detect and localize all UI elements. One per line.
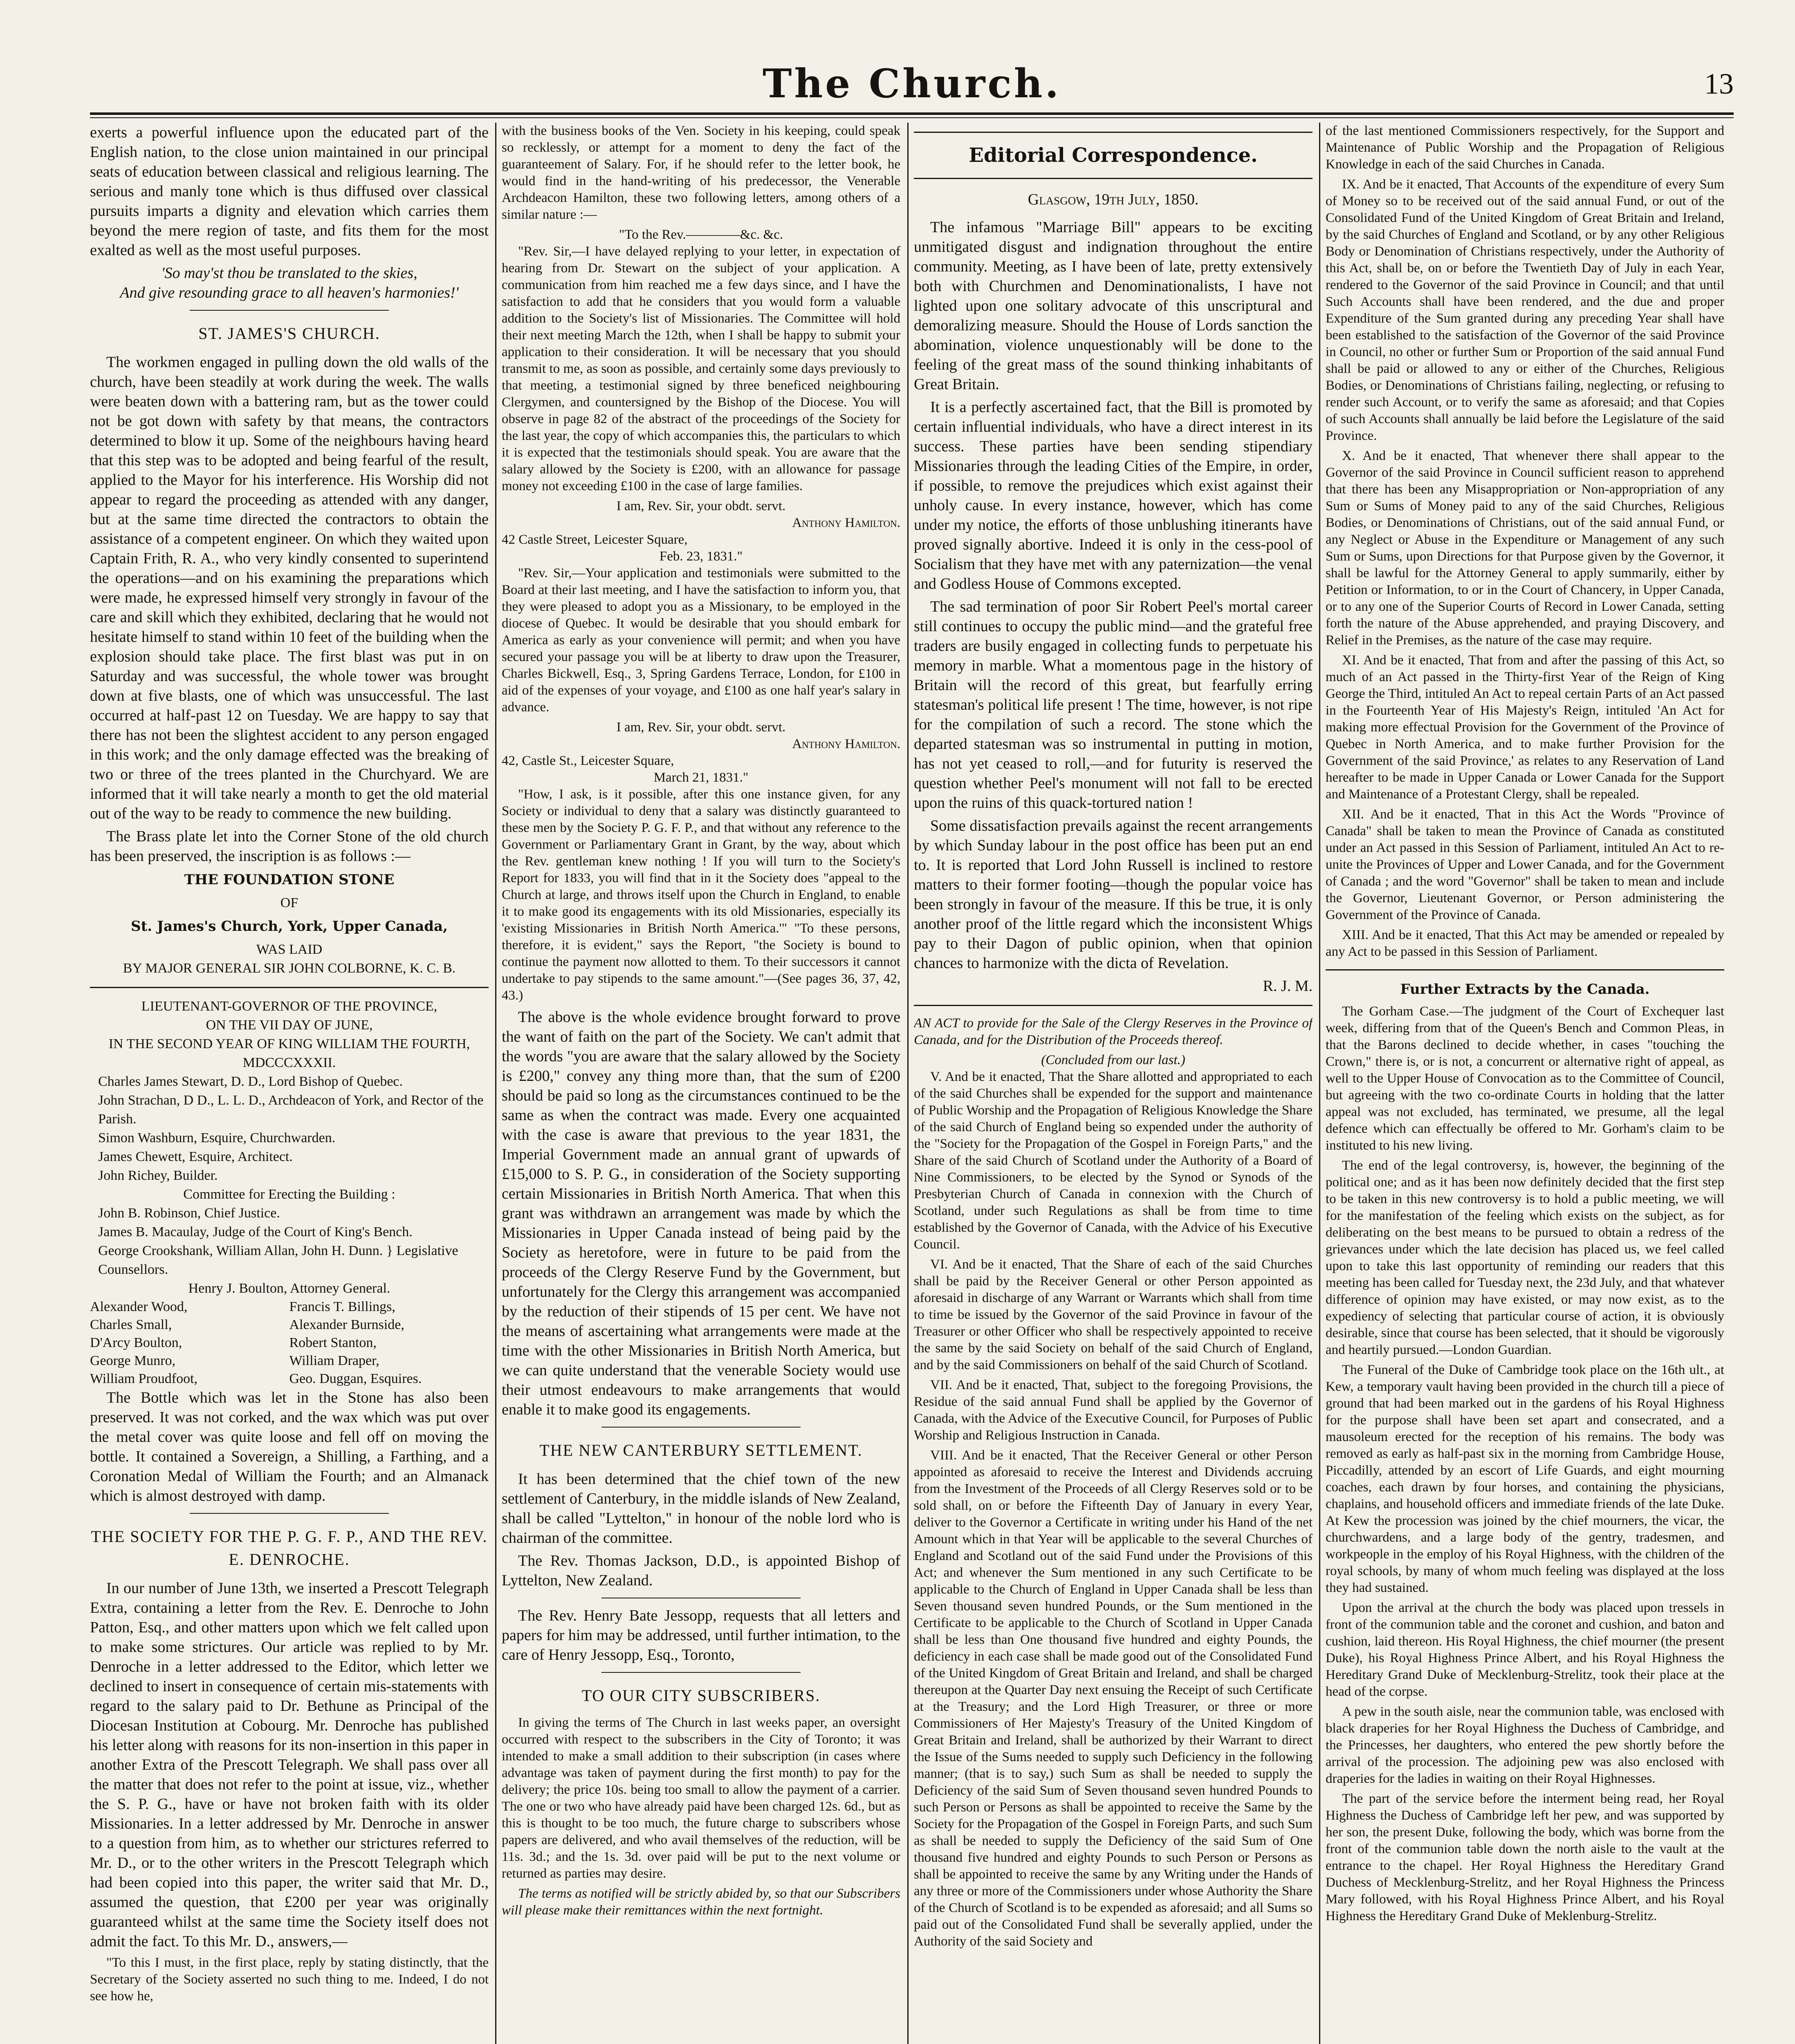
column-rule xyxy=(907,123,909,2044)
inscription-name: James B. Macaulay, Judge of the Court of King's Bench. xyxy=(98,1224,413,1239)
act-section: VII. And be it enacted, That, subject to the foregoing Provisions, the Residue of the said annual Fund shall be applied by the Governor of Canada, with the Advice of the Executive Council, for Purposes of Public Worship and Religious Instruction in Canada. xyxy=(914,1378,1313,1443)
article-paragraph: The workmen engaged in pulling down the old walls of the church, have been steadily at work during the week. The walls were beaten down with a battering ram, but as the tower could not be got down with safety by that means, the contractors determined to blow it up. Some of the neighbours having heard that this step was to be adopted and being fearful of the result, applied to the Mayor for his interference. His Worship did not appear to regard the proceeding as attended with any danger, but at the same time directed the contractors to obtain the assistance of a competent engineer. On which they waited upon Captain Frith, R. A., who very kindly consented to superintend the operations—and on his examining the preparations which were made, he expressed himself very strongly in favour of the care and skill which they exhibited, declaring that he would not hesitate himself to stand within 10 feet of the building when the explosion should take place. The first blast was put in on Saturday and was successful, the whole tower was brought down at five blasts, one of which was unsuccessful. The last occurred at half-past 12 on Tuesday. We are happy to say that there has not been the slightest accident to any person engaged in this work; and the only damage effected was the breaking of two or three of the trees planted in the Churchyard. We are informed that it will take nearly a month to get the old material out of the way to be ready to commence the new building. xyxy=(90,354,489,822)
inscription-line: BY MAJOR GENERAL SIR JOHN COLBORNE, K. C. B. xyxy=(123,961,456,976)
column-2 xyxy=(502,123,900,2044)
inscription-name: John Richey, Builder. xyxy=(98,1168,218,1183)
committee-name: William Draper, xyxy=(289,1353,379,1368)
letter-body: "Rev. Sir,—Your application and testimonials were submitted to the Board at their last meeting, and I have the satisfaction to inform you, that they were pleased to adopt you as a Missionary, to be employed in the diocese of Quebec. It would be desirable that you should embark for America as early as your convenience will permit; and when you have secured your passage you will be at liberty to draw upon the Treasurer, Charles Bickwell, Esq., 3, Spring Gardens Terrace, London, for £100 in aid of the expenses of your voyage, and £100 as one half year's salary in advance. xyxy=(502,566,900,715)
act-section: X. And be it enacted, That whenever there shall appear to the Governor of the said Province in Council sufficient reason to apprehend that there has been any Misappropriation or Non-appropriation of any Sum or Sums of Money paid to any of the said Churches, Religious Bodies, or Denominations of Christians, out of the said annual Fund, or any Neglect or Abuse in the Expenditure or Management of any such Sum or Sums, upon Directions for that Purpose given by the Governor, it shall be lawful for the Attorney General to apply summarily, either by Petition or Information, to or in the Court of Chancery, in Upper Canada, or to any one of the Superior Courts of Record in Lower Canada, setting forth the nature of the Abuse apprehended, and praying Discovery, and Relief in the Premises, as the nature of the case may require. xyxy=(1326,448,1724,648)
letter-body: "Rev. Sir,—I have delayed replying to your letter, in expectation of hearing from Dr. Stewart on the subject of your application. A communication from him reached me a few days since, and I have the satisfaction to add that he considers that you would form a valuable addition to the Society's list of Missionaries. The Committee will hold their next meeting March the 12th, when I shall be happy to submit your application to their consideration. It will be necessary that you should transmit to me, as soon as possible, and certainly some days previously to that meeting, a testimonial signed by three beneficed neighbouring Clergymen, and countersigned by the Bishop of the Diocese. You will observe in page 82 of the abstract of the proceedings of the Society for the last year, the copy of which accompanies this, the particulars to which it is expected that the testimonials should speak. You are aware that the salary allowed by the Society is £200, with an allowance for passage money not exceeding £100 in the case of large families. xyxy=(502,244,900,493)
newspaper-title: The Church. xyxy=(763,61,1061,107)
inscription-church: St. James's Church, York, Upper Canada, xyxy=(131,918,448,935)
committee-name: Robert Stanton, xyxy=(289,1335,377,1350)
act-section: V. And be it enacted, That the Share allotted and appropriated to each of the said Churches shall be expended for the support and maintenance of Public Worship and the Propagation of Religious Knowledge the Share of the said Church of England being so expended under the authority of the "Society for the Propagation of the Gospel in Foreign Parts," and the Share of the said Church of Scotland under the Authority of a Board of Nine Commissioners, to be elected by the Synod or Synods of the Presbyterian Church of Canada in connexion with the Church of Scotland, under such Regulations as shall be from time to time established by the Governor of Canada, with the Advice of his Executive Council. xyxy=(914,1069,1313,1252)
committee-name: Geo. Duggan, Esquires. xyxy=(289,1371,422,1386)
letter-date: March 21, 1831." xyxy=(653,770,749,785)
article-paragraph: The Funeral of the Duke of Cambridge took place on the 16th ult., at Kew, a temporary vault having been provided in the church till a piece of ground that had been marked out in the gardens of his Royal Highness for the purpose shall have been set apart and consecrated, and a mausoleum erected for the reception of his remains. The body was removed as early as half-past six in the morning from Cambridge House, Piccadilly, attended by an escort of Life Guards, and eight mourning coaches, each drawn by four horses, and containing the physicians, chaplains, and household officers and immediate friends of the late Duke. At Kew the procession was joined by the chief mourners, the vicar, the churchwardens, and a large body of the gentry, tradesmen, and workpeople in the employ of his Royal Highness, with the children of the royal schools, by many of whom much feeling was displayed at the loss they had sustained. xyxy=(1326,1363,1724,1595)
committee-name: Charles Small, xyxy=(90,1317,172,1332)
letter-closing: I am, Rev. Sir, your obdt. servt. xyxy=(616,720,786,735)
section-heading: TO OUR CITY SUBSCRIBERS. xyxy=(581,1686,821,1705)
inscription-name: Henry J. Boulton, Attorney General. xyxy=(188,1281,390,1296)
committee-names xyxy=(90,1298,489,1388)
committee-name: D'Arcy Boulton, xyxy=(90,1335,182,1350)
inscription-line: ON THE VII DAY OF JUNE, xyxy=(206,1018,373,1033)
article-paragraph: It is a perfectly ascertained fact, that the Bill is promoted by certain influential individuals, who have a direct interest in its success. These parties have been sending stipendiary Missionaries through the leading Cities of the Empire, in order, if possible, to remove the prejudices which exist against their unholy cause. In every instance, however, which has come under my notice, the efforts of those unblushing itinerants have proved signally abortive. Indeed it is only in the cess-pool of Socialism that they have met with any paternization—the venal and Godless House of Commons excepted. xyxy=(914,399,1313,592)
section-rule xyxy=(914,132,1313,133)
inscription-line: LIEUTENANT-GOVERNOR OF THE PROVINCE, xyxy=(141,999,438,1014)
act-section: XIII. And be it enacted, That this Act may be amended or repealed by any Act to be passed in this Session of Parliament. xyxy=(1326,928,1724,959)
article-paragraph: It has been determined that the chief town of the new settlement of Canterbury, in the middle islands of New Zealand, shall be called "Lyttelton," in honour of the noble lord who is chairman of the committee. xyxy=(502,1470,900,1546)
act-section: IX. And be it enacted, That Accounts of the expenditure of every Sum of Money so to be received out of the said annual Fund, or out of the Consolidated Fund of the United Kingdom of Great Britain and Ireland, by the said Churches of England and Scotland, or by any other Religious Body or Denomination of Christians respectively, under the Authority of this Act, shall be, on or before the Twentieth Day of July in each Year, rendered to the Governor of the said Province in Council; and that until Such Accounts shall have been rendered, and the due and proper Expenditure of the Sum granted during any preceding Year shall have been established to the satisfaction of the Governor of the said Province in Council, no other or further Sum or Proportion of the said annual Fund shall be paid or allowed to any or either of the Churches, Religious Bodies, or Denominations of Christians failing, neglecting, or refusing to render such Account, or to verify the same as aforesaid; and that Copies of such Accounts shall annually be laid before the Legislature of the said Province. xyxy=(1326,177,1724,443)
letter-date: Feb. 23, 1831." xyxy=(659,549,743,564)
column-1 xyxy=(90,123,489,2044)
section-divider xyxy=(601,1427,801,1428)
verse-line: 'So may'st thou be translated to the skies, xyxy=(161,264,417,282)
inscription-name: Charles James Stewart, D. D., Lord Bishop of Quebec. xyxy=(98,1074,403,1089)
article-signature: R. J. M. xyxy=(1263,977,1313,995)
inscription-line: MDCCCXXXII. xyxy=(242,1055,336,1070)
inscription-name: George Crookshank, William Allan, John H. Dunn. } Legislative Counsellors. xyxy=(98,1243,458,1277)
act-section: of the last mentioned Commissioners respectively, for the Support and Maintenance of Public Worship and the Propagation of Religious Knowledge in each of the said Churches in Canada. xyxy=(1326,123,1724,172)
committee-name: Alexander Wood, xyxy=(90,1299,188,1314)
article-paragraph: The end of the legal controversy, is, however, the beginning of the political one; and as it has been now definitely decided that the first step to be taken in this new controversy is to hold a public meeting, we will for the manifestation of the feeling which exists on the subject, as for deliberating on the best means to be pursued to obtain a redress of the grievances under which the late decision has placed us, we feel called upon to take this last opportunity of reminding our readers that this meeting has been called for Tuesday next, the 23d July, and that whatever difference of opinion may have existed, or may now exist, as to the expediency of selecting that particular course of action, it is obviously desirable, since that course has been selected, that it should be vigorously and heartily pursued.—London Guardian. xyxy=(1326,1158,1724,1357)
inscription-line: Committee for Erecting the Building : xyxy=(183,1187,395,1202)
column-3 xyxy=(914,123,1313,2044)
inscription-name: James Chewett, Esquire, Architect. xyxy=(98,1149,293,1164)
section-rule xyxy=(914,1005,1313,1006)
article-paragraph: The part of the service before the interment being read, her Royal Highness the Duchess of Cambridge left her pew, and was supported by her son, the present Duke, following the body, which was borne from the front of the communion table down the north aisle to the vault at the entrance to the chapel. Her Royal Highness the Hereditary Grand Duchess of Mecklenburg-Strelitz, and her Royal Highness the Princess Mary followed, with his Royal Highness Prince Albert, and his Royal Highness the Hereditary Grand Duke of Meklenburg-Strelitz. xyxy=(1326,1791,1724,1923)
masthead-rule-thin xyxy=(90,117,1734,118)
inscription-heading: THE FOUNDATION STONE xyxy=(184,872,395,888)
section-divider xyxy=(190,310,389,311)
inscription-line: WAS LAID xyxy=(256,942,323,957)
article-paragraph: The above is the whole evidence brought forward to prove the want of faith on the part of the Society. We can't admit that the words "you are aware that the salary allowed by the Society is £200," convey any thing more than, that the sum of £200 should be paid so long as the circumstances continued to be the same as when the contract was made. Every one acquainted with the case is aware that previous to the year 1831, the Imperial Government made an annual grant of upwards of £15,000 to S. P. G., in consideration of the Society supporting certain Missionaries in British North America. That when this grant was withdrawn an arrangement was made by which the Missionaries in Upper Canada instead of being paid by the Society as heretofore, were in future to be paid from the proceeds of the Clergy Reserve Fund by the Government, but unfortunately for the Clergy this arrangement was accompanied by the reduction of their stipends of 15 per cent. We have not the means of ascertaining what arrangements were made at the time with the other Missionaries in British North America, but we can quite understand that the venerable Society would use their utmost endeavours to make arrangements that would enable it to make good its engagements. xyxy=(502,1009,900,1418)
article-paragraph: In our number of June 13th, we inserted a Prescott Telegraph Extra, containing a letter from the Rev. E. Denroche to John Patton, Esq., and other matters upon which we felt called upon to make some strictures. Our article was replied to by Mr. Denroche in a letter addressed to the Editor, which letter we declined to insert in consequence of certain mis-statements with regard to the salary paid to Dr. Bethune as Principal of the Diocesan Institution at Cobourg. Mr. Denroche has published his letter along with reasons for its non-insertion in this paper in another Extra of the Prescott Telegraph. We shall pass over all the matter that does not refer to the point at issue, viz., whether the S. P. G., have or have not broken faith with its older Missionaries. In a letter addressed by Mr. Denroche in answer to a question from him, as to whether our strictures referred to Mr. D., or to the other writers in the Prescott Telegraph which had been copied into this paper, the writer said that Mr. D., assumed the question, that £200 per year was originally guaranteed whilst at the same time the Society itself does not admit the fact. To this Mr. D., answers,— xyxy=(90,1580,489,1950)
section-heading: THE NEW CANTERBURY SETTLEMENT. xyxy=(539,1441,863,1459)
committee-name: George Munro, xyxy=(90,1353,175,1368)
section-divider xyxy=(601,1672,801,1673)
committee-name: Alexander Burnside, xyxy=(289,1317,404,1332)
act-title: AN ACT to provide for the Sale of the Clergy Reserves in the Province of Canada, and for the Distribution of the Proceeds thereof. xyxy=(914,1016,1313,1047)
section-rule xyxy=(914,178,1313,179)
letter-closing: I am, Rev. Sir, your obdt. servt. xyxy=(616,499,786,513)
committee-name: Francis T. Billings, xyxy=(289,1299,395,1314)
inscription-line: IN THE SECOND YEAR OF KING WILLIAM THE FOURTH, xyxy=(108,1036,470,1051)
article-continuation: exerts a powerful influence upon the educated part of the English nation, to the close union maintained in our principal seats of education between classical and religious learning. The serious and manly tone which is thus diffused over classical pursuits imparts a dignity and elevation which carries them beyond the mere region of taste, and fits them for the most exalted as well as the most useful purposes. xyxy=(90,124,489,259)
section-heading: Editorial Correspondence. xyxy=(969,144,1258,167)
letter-salutation: "To the Rev.————&c. &c. xyxy=(619,227,783,242)
section-heading: ST. JAMES'S CHURCH. xyxy=(198,324,380,343)
letter-address: 42 Castle Street, Leicester Square, xyxy=(502,532,688,547)
article-paragraph: The Rev. Thomas Jackson, D.D., is appointed Bishop of Lyttelton, New Zealand. xyxy=(502,1552,900,1589)
article-paragraph: Some dissatisfaction prevails against the recent arrangements by which Sunday labour in the post office has been put an end to. It is reported that Lord John Russell is inclined to restore matters to their former footing—though the popular voice has been strongly in favour of the measure. If this be true, it is only another proof of the little regard which the inconsistent Whigs pay to their Dagon of public opinion, when that opinion chances to harmonize with the dicta of Revelation. xyxy=(914,817,1313,972)
article-paragraph: A pew in the south aisle, near the communion table, was enclosed with black draperies for her Royal Highness the Duchess of Cambridge, and the Princesses, her daughters, who entered the pew shortly before the arrival of the procession. The adjoining pew was also enclosed with draperies for the ladies in waiting on their Royal Highnesses. xyxy=(1326,1704,1724,1786)
article-paragraph: The sad termination of poor Sir Robert Peel's mortal career still continues to occupy the public mind—and the grateful free traders are busily engaged in collecting funds to perpetuate his memory in marble. What a momentous page in the history of Britain will the record of this great, but fearfully erring statesman's political life present ! The time, however, is not ripe for the compilation of such a record. The stone which the departed statesman was so instrumental in putting in motion, has not yet ceased to roll,—and for futurity is reserved the question whether Peel's monument will not fall to be erected upon the ruins of this quack-tortured nation ! xyxy=(914,598,1313,811)
masthead xyxy=(90,61,1734,106)
page-number: 13 xyxy=(1704,67,1734,100)
letter-address: 42, Castle St., Leicester Square, xyxy=(502,753,674,768)
section-heading: Further Extracts by the Canada. xyxy=(1400,981,1650,997)
committee-name: William Proudfoot, xyxy=(90,1371,198,1386)
quoted-paragraph: with the business books of the Ven. Society in his keeping, could speak so recklessly, or attempt for a moment to deny the fact of the guaranteement of Salary. For, if he should refer to the letter book, he would find in the hand-writing of his predecessor, the Venerable Archdeacon Hamilton, these two following letters, among others of a similar nature :— xyxy=(502,123,900,222)
letter-signature: Anthony Hamilton. xyxy=(792,737,900,751)
act-section: VIII. And be it enacted, That the Receiver General or other Person appointed as aforesaid to receive the Interest and Dividends accruing from the Investment of the Proceeds of all Clergy Reserves sold or to be sold shall, on or before the Fifteenth Day of January in every Year, deliver to the Governor a Certificate in writing under his Hand of the net Amount which in that Year will be applicable to the several Churches of England and Scotland out of the said Fund under the Provisions of this Act; and whenever the Sum mentioned in any such Certificate to be applicable to the Church of England in Upper Canada shall be less than Seven thousand seven hundred Pounds, or the Sum mentioned in the Certificate to be applicable to the Church of Scotland in Upper Canada shall be less than One thousand five hundred and eighty Pounds, the deficiency in each case shall be made good out of the Consolidated Fund of the United Kingdom of Great Britain and Ireland, and shall be charged thereupon at the Quarter Day next ensuing the Receipt of such Certificate at the Treasury; and the Lord High Treasurer, or three or more Commissioners of Her Majesty's Treasury of the United Kingdom of Great Britain and Ireland, shall be authorized by their Warrant to direct the Issue of the Sums needed to supply such Deficiency in the following manner; (that is to say,) such Sum as shall be needed to supply the Deficiency of the said Sum of Seven thousand seven hundred Pounds to such Person or Persons as shall be appointed to receive the Same by the Society for the Propagation of the Gospel in Foreign Parts, and such Sum as shall be needed to supply the Deficiency of the said Sum of One thousand five hundred and eighty Pounds to such Person or Persons as shall be appointed to receive the same by any Writing under the Hands of any three or more of the Commissioners under whose Authority the Share of the Church of Scotland is to be expended as aforesaid; and all Sums so paid out of the Consolidated Fund shall be severally applied, under the Authority of the said Society and xyxy=(914,1448,1313,1949)
act-section: VI. And be it enacted, That the Share of each of the said Churches shall be paid by the Receiver General or other Person appointed as aforesaid in discharge of any Warrant or Warrants which shall from time to time be issued by the Governor of the said Province in favour of the Treasurer or other Officer who shall be respectively appointed to receive the same by the said Society on behalf of the said Church of England, and by the said Commissioners on behalf of the said Church of Scotland. xyxy=(914,1257,1313,1372)
quoted-paragraph: "To this I must, in the first place, reply by stating distinctly, that the Secretary of the Society asserted no such thing to me. Indeed, I do not see how he, xyxy=(90,1955,489,2004)
section-rule xyxy=(1326,969,1724,970)
act-section: XII. And be it enacted, That in this Act the Words "Province of Canada" shall be taken to mean the Province of Canada as constituted under an Act passed in this Session of Parliament, intituled An Act to re-unite the Provinces of Upper and Lower Canada, and for the Government of Canada ; and the word "Governor" shall be taken to mean and include the Governor, Lieutenant Governor, or Person administering the Government of the Province of Canada. xyxy=(1326,807,1724,922)
inscription-name: John B. Robinson, Chief Justice. xyxy=(98,1206,280,1221)
quoted-paragraph: "How, I ask, is it possible, after this one instance given, for any Society or individual to deny that a salary was distinctly guaranteed to these men by the Society P. G. F. P., and that without any reference to the Government or Parliamentary Grant in Grant, by the way, about which the Rev. gentleman knew nothing ! If you will turn to the Society's Report for 1833, you will find that in it the Society does "appeal to the Church at large, and throws itself upon the Church in England, to enable it to make good its engagements with its old Missionaries, especially its 'existing Missionaries in British North America.'" "To these persons, therefore, it is evident," says the Report, "the Society is bound to continue the payment now allotted to them. To their successors it cannot undertake to pay stipends to the same amount."—(See pages 36, 37, 42, 43.) xyxy=(502,787,900,1003)
act-subtitle: (Concluded from our last.) xyxy=(1041,1053,1185,1067)
article-paragraph: The infamous "Marriage Bill" appears to be exciting unmitigated disgust and indignation throughout the entire community. Meeting, as I have been of late, pretty extensively both with Churchmen and Denominationalists, I have not lighted upon one solitary advocate of this unscriptural and demoralizing measure. Should the House of Lords sanction the abomination, violence unquestionably will be done to the feeling of the great mass of the sound thinking inhabitants of Great Britain. xyxy=(914,219,1313,393)
article-paragraph: Upon the arrival at the church the body was placed upon tressels in front of the communion table and the coronet and cushion, and baton and cushion, laid thereon. His Royal Highness, the chief mourner (the present Duke), his Royal Highness Prince Albert, and his Royal Highness the Hereditary Grand Duke of Mecklenburg-Strelitz, took their place at the head of the corpse. xyxy=(1326,1600,1724,1699)
notice-paragraph: The terms as notified will be strictly abided by, so that our Subscribers will please make their remittances within the next fortnight. xyxy=(502,1886,900,1918)
act-section: XI. And be it enacted, That from and after the passing of this Act, so much of an Act passed in the Thirty-first Year of the Reign of King George the Third, intituled An Act to repeal certain Parts of an Act passed in the Fourteenth Year of His Majesty's Reign, intituled 'An Act for making more effectual Provision for the Government of the Province of Quebec in North America, and to make further Provision for the Government of the said Province,' as relates to any Reservation of Land hereafter to be made in Upper Canada or Lower Canada for the Support and Maintenance of a Protestant Clergy, shall be repealed. xyxy=(1326,653,1724,802)
inscription-name: John Strachan, D D., L. L. D., Archdeacon of York, and Rector of the Parish. xyxy=(98,1093,484,1127)
column-4 xyxy=(1326,123,1724,2044)
inscription-line: OF xyxy=(280,895,298,910)
dateline: Glasgow, 19th July, 1850. xyxy=(1028,191,1199,208)
article-paragraph: The Brass plate let into the Corner Stone of the old church has been preserved, the inscription is as follows :— xyxy=(90,828,489,865)
column-rule xyxy=(495,123,496,2044)
notice-paragraph: The Rev. Henry Bate Jessopp, requests that all letters and papers for him may be addressed, until further intimation, to the care of Henry Jessopp, Esq., Toronto, xyxy=(502,1607,900,1663)
section-divider xyxy=(190,1513,389,1514)
article-paragraph: The Gorham Case.—The judgment of the Court of Exchequer last week, differing from that of the Queen's Bench and Common Pleas, in that the Barons declined to decide whether, in cases "touching the Crown," there is, or is not, a concurrent or alternative right of appeal, as well to the Upper House of Convocation as to the Committee of Council, but agreeing with the two co-ordinate Courts in holding that the latter appeal was not excluded, has terminated, we presume, all the legal defence which can effectually be offered to Mr. Gorham's claim to be instituted to his new living. xyxy=(1326,1004,1724,1153)
inscription-rule xyxy=(90,987,489,988)
foundation-inscription xyxy=(90,870,489,1388)
masthead-rule xyxy=(90,112,1734,115)
letter-signature: Anthony Hamilton. xyxy=(792,515,900,530)
notice-paragraph: In giving the terms of The Church in last weeks paper, an oversight occurred with respect to the subscribers in the City of Toronto; it was intended to make a small addition to their subscription (in cases where advantage was taken of payment during the first month) to pay for the delivery; the price 10s. being too small to allow the payment of a carrier. The one or two who have already paid have been charged 12s. 6d., but as this is thought to be too much, the future charge to subscribers whose papers are delivered, and who avail themselves of the reduction, will be 11s. 3d.; and the 1s. 3d. over paid will be put to the next volume or returned as parties may desire. xyxy=(502,1715,900,1881)
column-rule xyxy=(1319,123,1320,2044)
article-paragraph: The Bottle which was let in the Stone has also been preserved. It was not corked, and the wax which was put over the metal cover was quite loose and fell off on moving the bottle. It contained a Sovereign, a Shilling, a Farthing, and a Coronation Medal of William the Fourth; and an Almanack which is almost destroyed with damp. xyxy=(90,1389,489,1504)
section-heading: THE SOCIETY FOR THE P. G. F. P., AND THE REV. E. DENROCHE. xyxy=(91,1527,488,1569)
verse-line: And give resounding grace to all heaven's harmonies!' xyxy=(120,284,459,301)
inscription-name: Simon Washburn, Esquire, Churchwarden. xyxy=(98,1130,336,1145)
